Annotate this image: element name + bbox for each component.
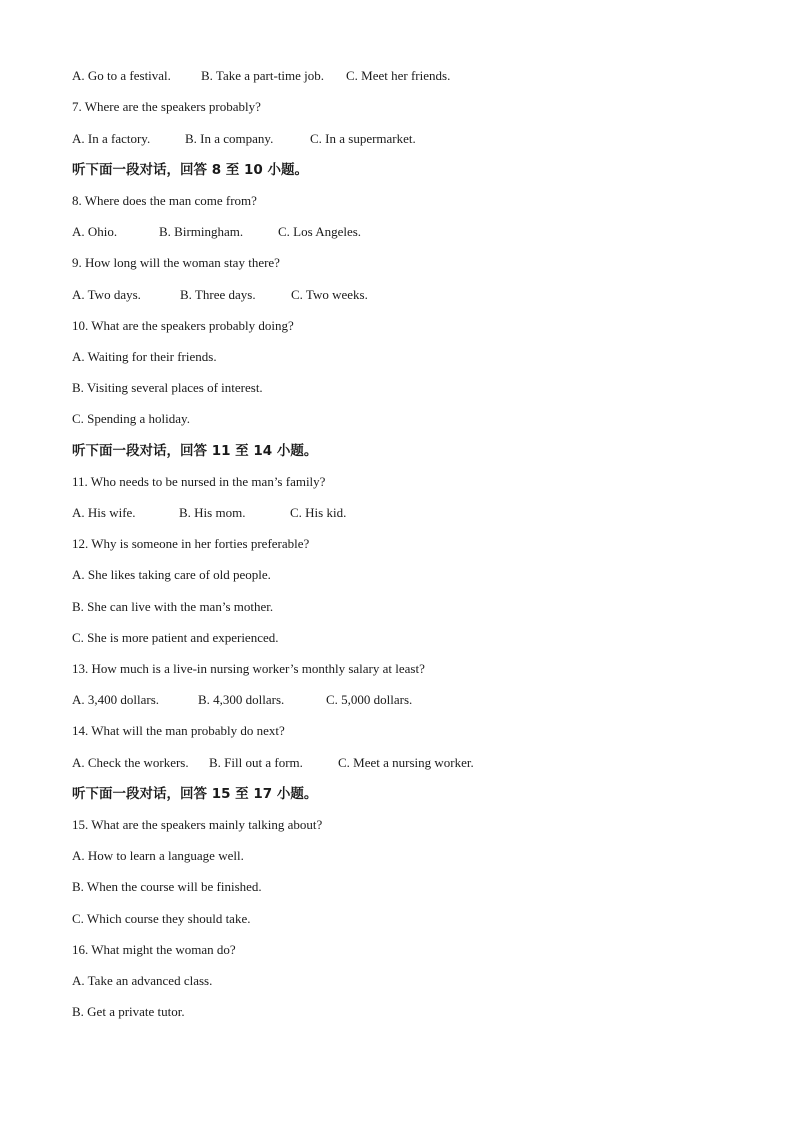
option-c: C. Los Angeles. — [278, 224, 362, 239]
option-c: C. Which course they should take. — [72, 911, 251, 926]
option-a: A. Waiting for their friends. — [72, 349, 217, 364]
option-c: C. In a supermarket. — [310, 131, 416, 146]
section-heading: 听下面一段对话，回答 8 至 10 小题。 — [72, 162, 308, 178]
option-b: B. His mom. — [179, 505, 246, 520]
option-a: A. 3,400 dollars. — [72, 692, 160, 707]
option-b: B. Three days. — [180, 287, 256, 302]
options-row — [72, 131, 416, 147]
option-b: B. 4,300 dollars. — [198, 692, 285, 707]
question-10: 10. What are the speakers probably doing? — [72, 318, 294, 333]
question-13: 13. How much is a live-in nursing worker’s monthly salary at least? — [72, 661, 425, 676]
options-row — [72, 505, 346, 521]
option-b: B. Birmingham. — [159, 224, 244, 239]
option-c: C. She is more patient and experienced. — [72, 630, 279, 645]
question-11: 11. Who needs to be nursed in the man’s family? — [72, 474, 326, 489]
option-b: B. In a company. — [185, 131, 274, 146]
options-row — [72, 68, 450, 84]
options-row — [72, 287, 368, 303]
option-a: A. Two days. — [72, 287, 141, 302]
options-row — [72, 692, 412, 708]
option-b: B. Get a private tutor. — [72, 1004, 185, 1019]
option-a: A. How to learn a language well. — [72, 848, 244, 863]
option-c: C. Two weeks. — [291, 287, 368, 302]
option-a: A. In a factory. — [72, 131, 151, 146]
option-b: B. When the course will be finished. — [72, 879, 262, 894]
question-7: 7. Where are the speakers probably? — [72, 99, 261, 114]
option-a: A. Ohio. — [72, 224, 118, 239]
option-b: B. Visiting several places of interest. — [72, 380, 263, 395]
option-c: C. Meet her friends. — [346, 68, 451, 83]
options-row — [72, 755, 474, 771]
question-8: 8. Where does the man come from? — [72, 193, 257, 208]
section-heading: 听下面一段对话，回答 15 至 17 小题。 — [72, 786, 318, 802]
option-a: A. She likes taking care of old people. — [72, 567, 271, 582]
option-a: A. Check the workers. — [72, 755, 189, 770]
option-c: C. Meet a nursing worker. — [338, 755, 474, 770]
question-14: 14. What will the man probably do next? — [72, 723, 285, 738]
option-a: A. His wife. — [72, 505, 136, 520]
question-15: 15. What are the speakers mainly talking about? — [72, 817, 323, 832]
option-b: B. Fill out a form. — [209, 755, 303, 770]
option-a: A. Take an advanced class. — [72, 973, 213, 988]
options-row — [72, 224, 361, 240]
option-c: C. Spending a holiday. — [72, 411, 190, 426]
question-12: 12. Why is someone in her forties preferable? — [72, 536, 310, 551]
option-c: C. 5,000 dollars. — [326, 692, 413, 707]
option-c: C. His kid. — [290, 505, 347, 520]
option-a: A. Go to a festival. — [72, 68, 171, 83]
option-b: B. Take a part-time job. — [201, 68, 325, 83]
section-heading: 听下面一段对话，回答 11 至 14 小题。 — [72, 443, 318, 459]
question-16: 16. What might the woman do? — [72, 942, 236, 957]
question-9: 9. How long will the woman stay there? — [72, 255, 280, 270]
option-b: B. She can live with the man’s mother. — [72, 599, 274, 614]
